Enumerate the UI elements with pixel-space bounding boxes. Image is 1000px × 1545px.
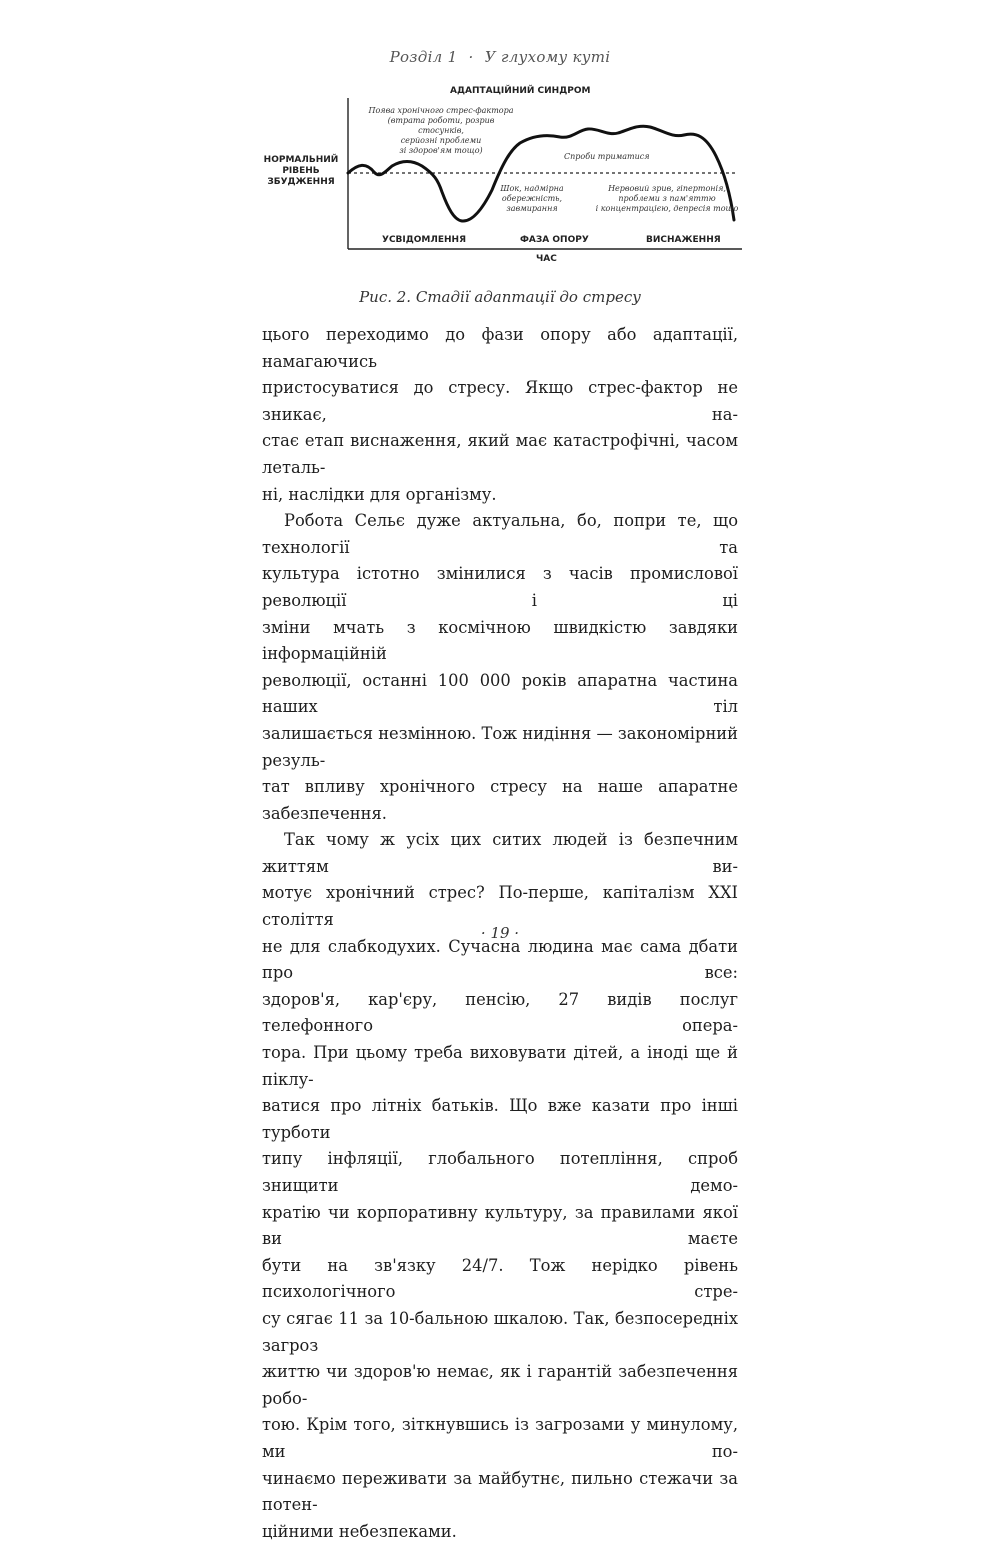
running-header xyxy=(0,48,1000,66)
text-line: життю чи здоров'ю немає, як і гарантій забезпечення робо- xyxy=(262,1362,738,1408)
note-resistance: Спроби триматися xyxy=(564,152,650,161)
phase-label-alarm: УСВІДОМЛЕННЯ xyxy=(382,235,466,245)
text-line: зміни мчать з космічною швидкістю завдяки інформаційній xyxy=(262,617,738,664)
header-separator: · xyxy=(468,48,474,66)
text-line: ні, наслідки для організму. xyxy=(262,484,497,504)
text-line: революції, останні 100 000 років апаратна частина наших тіл xyxy=(262,670,738,717)
text-line: стає етап виснаження, який має катастрофічні, часом леталь- xyxy=(262,431,738,477)
adaptation-syndrome-diagram xyxy=(262,80,752,270)
page-number: · 19 · xyxy=(480,924,520,942)
paragraph xyxy=(262,508,738,827)
text-line: ційними небезпеками. xyxy=(262,1521,457,1541)
text-line: Так чому ж усіх цих ситих людей із безпечним життям ви- xyxy=(262,830,738,876)
paragraph xyxy=(262,322,738,508)
text-line: залишається незмінною. Тож нидіння — закономірний резуль- xyxy=(262,723,738,770)
text-line: бути на зв'язку 24/7. Тож нерідко рівень психологічного стре- xyxy=(262,1255,738,1302)
text-line: цього переходимо до фази опору або адаптації, намагаючись xyxy=(262,325,738,371)
note-line: серйозні проблеми xyxy=(400,136,482,145)
text-line: пристосуватися до стресу. Якщо стрес-фактор не зникає, на- xyxy=(262,378,738,424)
y-axis-label-line: ЗБУДЖЕННЯ xyxy=(267,177,335,187)
phase-label-resistance: ФАЗА ОПОРУ xyxy=(520,235,589,245)
note-line: проблеми з пам'яттю xyxy=(618,194,716,203)
chapter-title: У глухому куті xyxy=(484,48,611,66)
y-axis-label-line: НОРМАЛЬНИЙ xyxy=(263,155,339,165)
note-chronic-stressor xyxy=(366,106,516,156)
y-axis-label-line: РІВЕНЬ xyxy=(282,166,320,176)
text-line: ватися про літніх батьків. Що вже казати про інші турботи xyxy=(262,1096,738,1142)
text-line: кратію чи корпоративну культуру, за правилами якої ви маєте xyxy=(262,1202,738,1249)
chapter-number: Розділ 1 xyxy=(389,48,458,66)
note-shock xyxy=(492,184,572,214)
figure-caption: Рис. 2. Стадії адаптації до стресу xyxy=(359,288,641,306)
note-line: і концентрацією, депресія тощо xyxy=(595,204,739,213)
note-line: (втрата роботи, розрив стосунків, xyxy=(387,116,495,135)
note-line: Шок, надмірна xyxy=(500,184,564,193)
text-line: тою. Крім того, зіткнувшись із загрозами у минулому, ми по- xyxy=(262,1415,738,1461)
text-line: культура істотно змінилися з часів промислової революції і ці xyxy=(262,564,738,610)
text-line: су сягає 11 за 10-бальною шкалою. Так, безпосередніх загроз xyxy=(262,1308,738,1355)
text-line: тат впливу хронічного стресу на наше апаратне забезпечення. xyxy=(262,777,738,823)
text-line: мотує хронічний стрес? По-перше, капіталізм XXI століття xyxy=(262,883,738,930)
x-axis-label: ЧАС xyxy=(536,254,557,264)
note-line: Поява хронічного стрес-фактора xyxy=(368,106,514,115)
note-line: обережність, xyxy=(501,194,563,203)
diagram-title: АДАПТАЦІЙНИЙ СИНДРОМ xyxy=(450,86,591,96)
note-exhaustion xyxy=(592,184,742,214)
text-line: Робота Сельє дуже актуальна, бо, попри те, що технології та xyxy=(262,511,738,557)
note-line: зі здоров'ям тощо) xyxy=(399,146,483,155)
note-line: Нервовий зрив, гіпертонія, xyxy=(608,184,726,193)
phase-label-exhaustion: ВИСНАЖЕННЯ xyxy=(646,235,721,245)
text-line: типу інфляції, глобального потепління, спроб знищити демо- xyxy=(262,1149,738,1195)
text-line: тора. При цьому треба виховувати дітей, а іноді ще й піклу- xyxy=(262,1043,738,1089)
text-line: здоров'я, кар'єру, пенсію, 27 видів послуг телефонного опера- xyxy=(262,989,738,1036)
text-line: чинаємо переживати за майбутнє, пильно стежачи за потен- xyxy=(262,1468,738,1515)
y-axis-label xyxy=(262,155,340,188)
text-line: не для слабкодухих. Сучасна людина має сама дбати про все: xyxy=(262,936,738,983)
note-line: завмирання xyxy=(506,204,558,213)
